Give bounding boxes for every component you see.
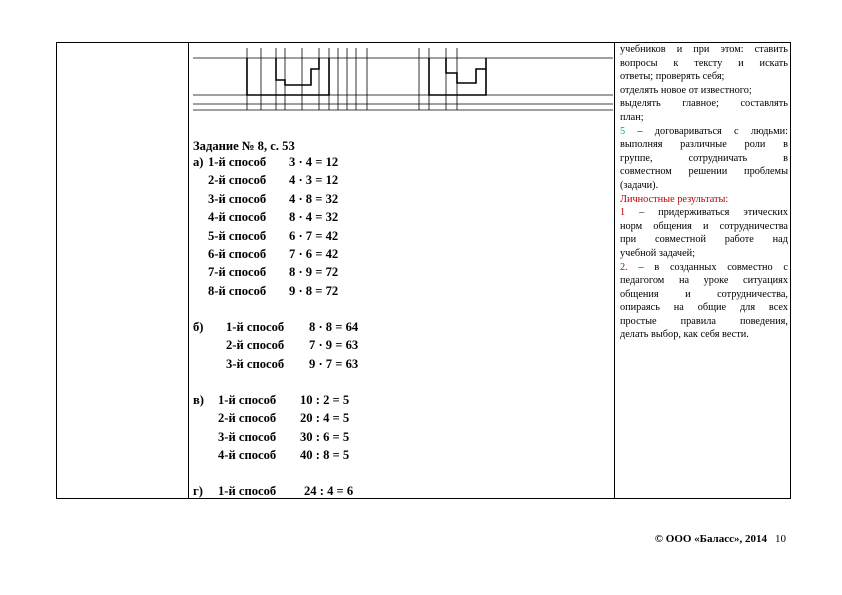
solution-expression: 4 · 8 = 32: [289, 191, 339, 206]
solution-expression: 24 : 4 = 6: [304, 484, 354, 498]
solution-expression: 6 · 7 = 42: [289, 228, 339, 243]
results-line: (задачи).: [620, 179, 659, 191]
results-line: делать выбор, как себя вести.: [620, 329, 749, 341]
task-column: [189, 43, 613, 498]
task-group-marker: б): [193, 320, 204, 334]
solution-way-label: 1-й способ: [218, 484, 277, 498]
page-footer: [655, 533, 786, 545]
solution-way-label: 1-й способ: [218, 393, 277, 407]
copyright-text: © ООО «Баласс», 2014: [654, 533, 767, 545]
solution-way-label: 2-й способ: [208, 173, 267, 188]
solution-expression: 8 · 9 = 72: [289, 265, 339, 280]
solution-expression: 9 · 7 = 63: [309, 356, 359, 371]
solution-way-label: 3-й способ: [226, 356, 285, 371]
solution-expression: 9 · 8 = 72: [289, 283, 339, 298]
results-text: [620, 43, 788, 342]
results-line: при совместной работе над: [620, 234, 788, 246]
solution-way-label: 6-й способ: [208, 247, 267, 261]
results-line: 2. – в созданных совместно с: [620, 261, 788, 273]
solution-expression: 3 · 4 = 12: [289, 155, 339, 169]
solution-expression: 20 : 4 = 5: [300, 411, 350, 426]
page-number: 10: [775, 533, 786, 545]
solution-way-label: 2-й способ: [226, 338, 285, 353]
solution-expression: 7 · 6 = 42: [289, 247, 339, 261]
results-line: педагогом на уроке ситуациях: [620, 275, 788, 287]
task-group-marker: в): [193, 393, 204, 407]
results-column: [620, 43, 788, 498]
results-line: учебников и при этом: ставить: [620, 44, 788, 55]
results-line: Личностные результаты:: [620, 193, 729, 205]
solution-way-label: 1-й способ: [208, 155, 267, 169]
column-divider: [614, 43, 615, 498]
solution-expression: 30 : 6 = 5: [300, 429, 350, 444]
solution-way-label: 8-й способ: [208, 283, 267, 298]
results-line: план;: [620, 111, 644, 123]
results-line: простые правила поведения,: [620, 315, 788, 327]
results-line: выполняя различные роли в: [620, 139, 788, 151]
task-group-marker: г): [193, 484, 203, 498]
solution-expression: 7 · 9 = 63: [309, 338, 359, 353]
results-line: отделять новое от известного;: [620, 84, 752, 96]
results-line: опираясь на общие для всех: [620, 302, 788, 314]
results-line: общения и сотрудничества,: [620, 288, 788, 300]
solution-way-label: 1-й способ: [226, 320, 285, 334]
solution-way-label: 7-й способ: [208, 265, 267, 280]
results-line: 5 – договариваться с людьми:: [620, 125, 788, 137]
task-group-marker: а): [193, 155, 204, 169]
solution-way-label: 4-й способ: [208, 210, 267, 225]
solution-expression: 8 · 4 = 32: [289, 210, 339, 225]
solution-way-label: 4-й способ: [218, 448, 277, 463]
solution-expression: 40 : 8 = 5: [300, 448, 350, 463]
solution-way-label: 3-й способ: [218, 429, 277, 444]
task-title: Задание № 8, с. 53: [193, 139, 295, 153]
solution-way-label: 5-й способ: [208, 228, 267, 243]
results-line: норм общения и сотрудничества: [620, 220, 788, 232]
solution-way-label: 2-й способ: [218, 411, 277, 426]
results-line: учебной задачей;: [620, 247, 696, 259]
grid-drawing: [189, 43, 613, 113]
results-line: 1 – придерживаться этических: [620, 207, 788, 219]
solution-way-label: 3-й способ: [208, 191, 267, 206]
results-line: совместном решении проблемы: [620, 166, 788, 178]
solution-expression: 4 · 3 = 12: [289, 173, 339, 188]
solution-expression: 8 · 8 = 64: [309, 320, 359, 334]
results-line: выделять главное; составлять: [620, 98, 788, 110]
solution-expression: 10 : 2 = 5: [300, 393, 350, 407]
results-line: вопросы к тексту и искать: [620, 57, 788, 69]
results-line: ответы; проверять себя;: [620, 71, 725, 83]
results-line: группе, сотрудничать в: [620, 152, 788, 164]
lesson-table: [56, 42, 791, 499]
